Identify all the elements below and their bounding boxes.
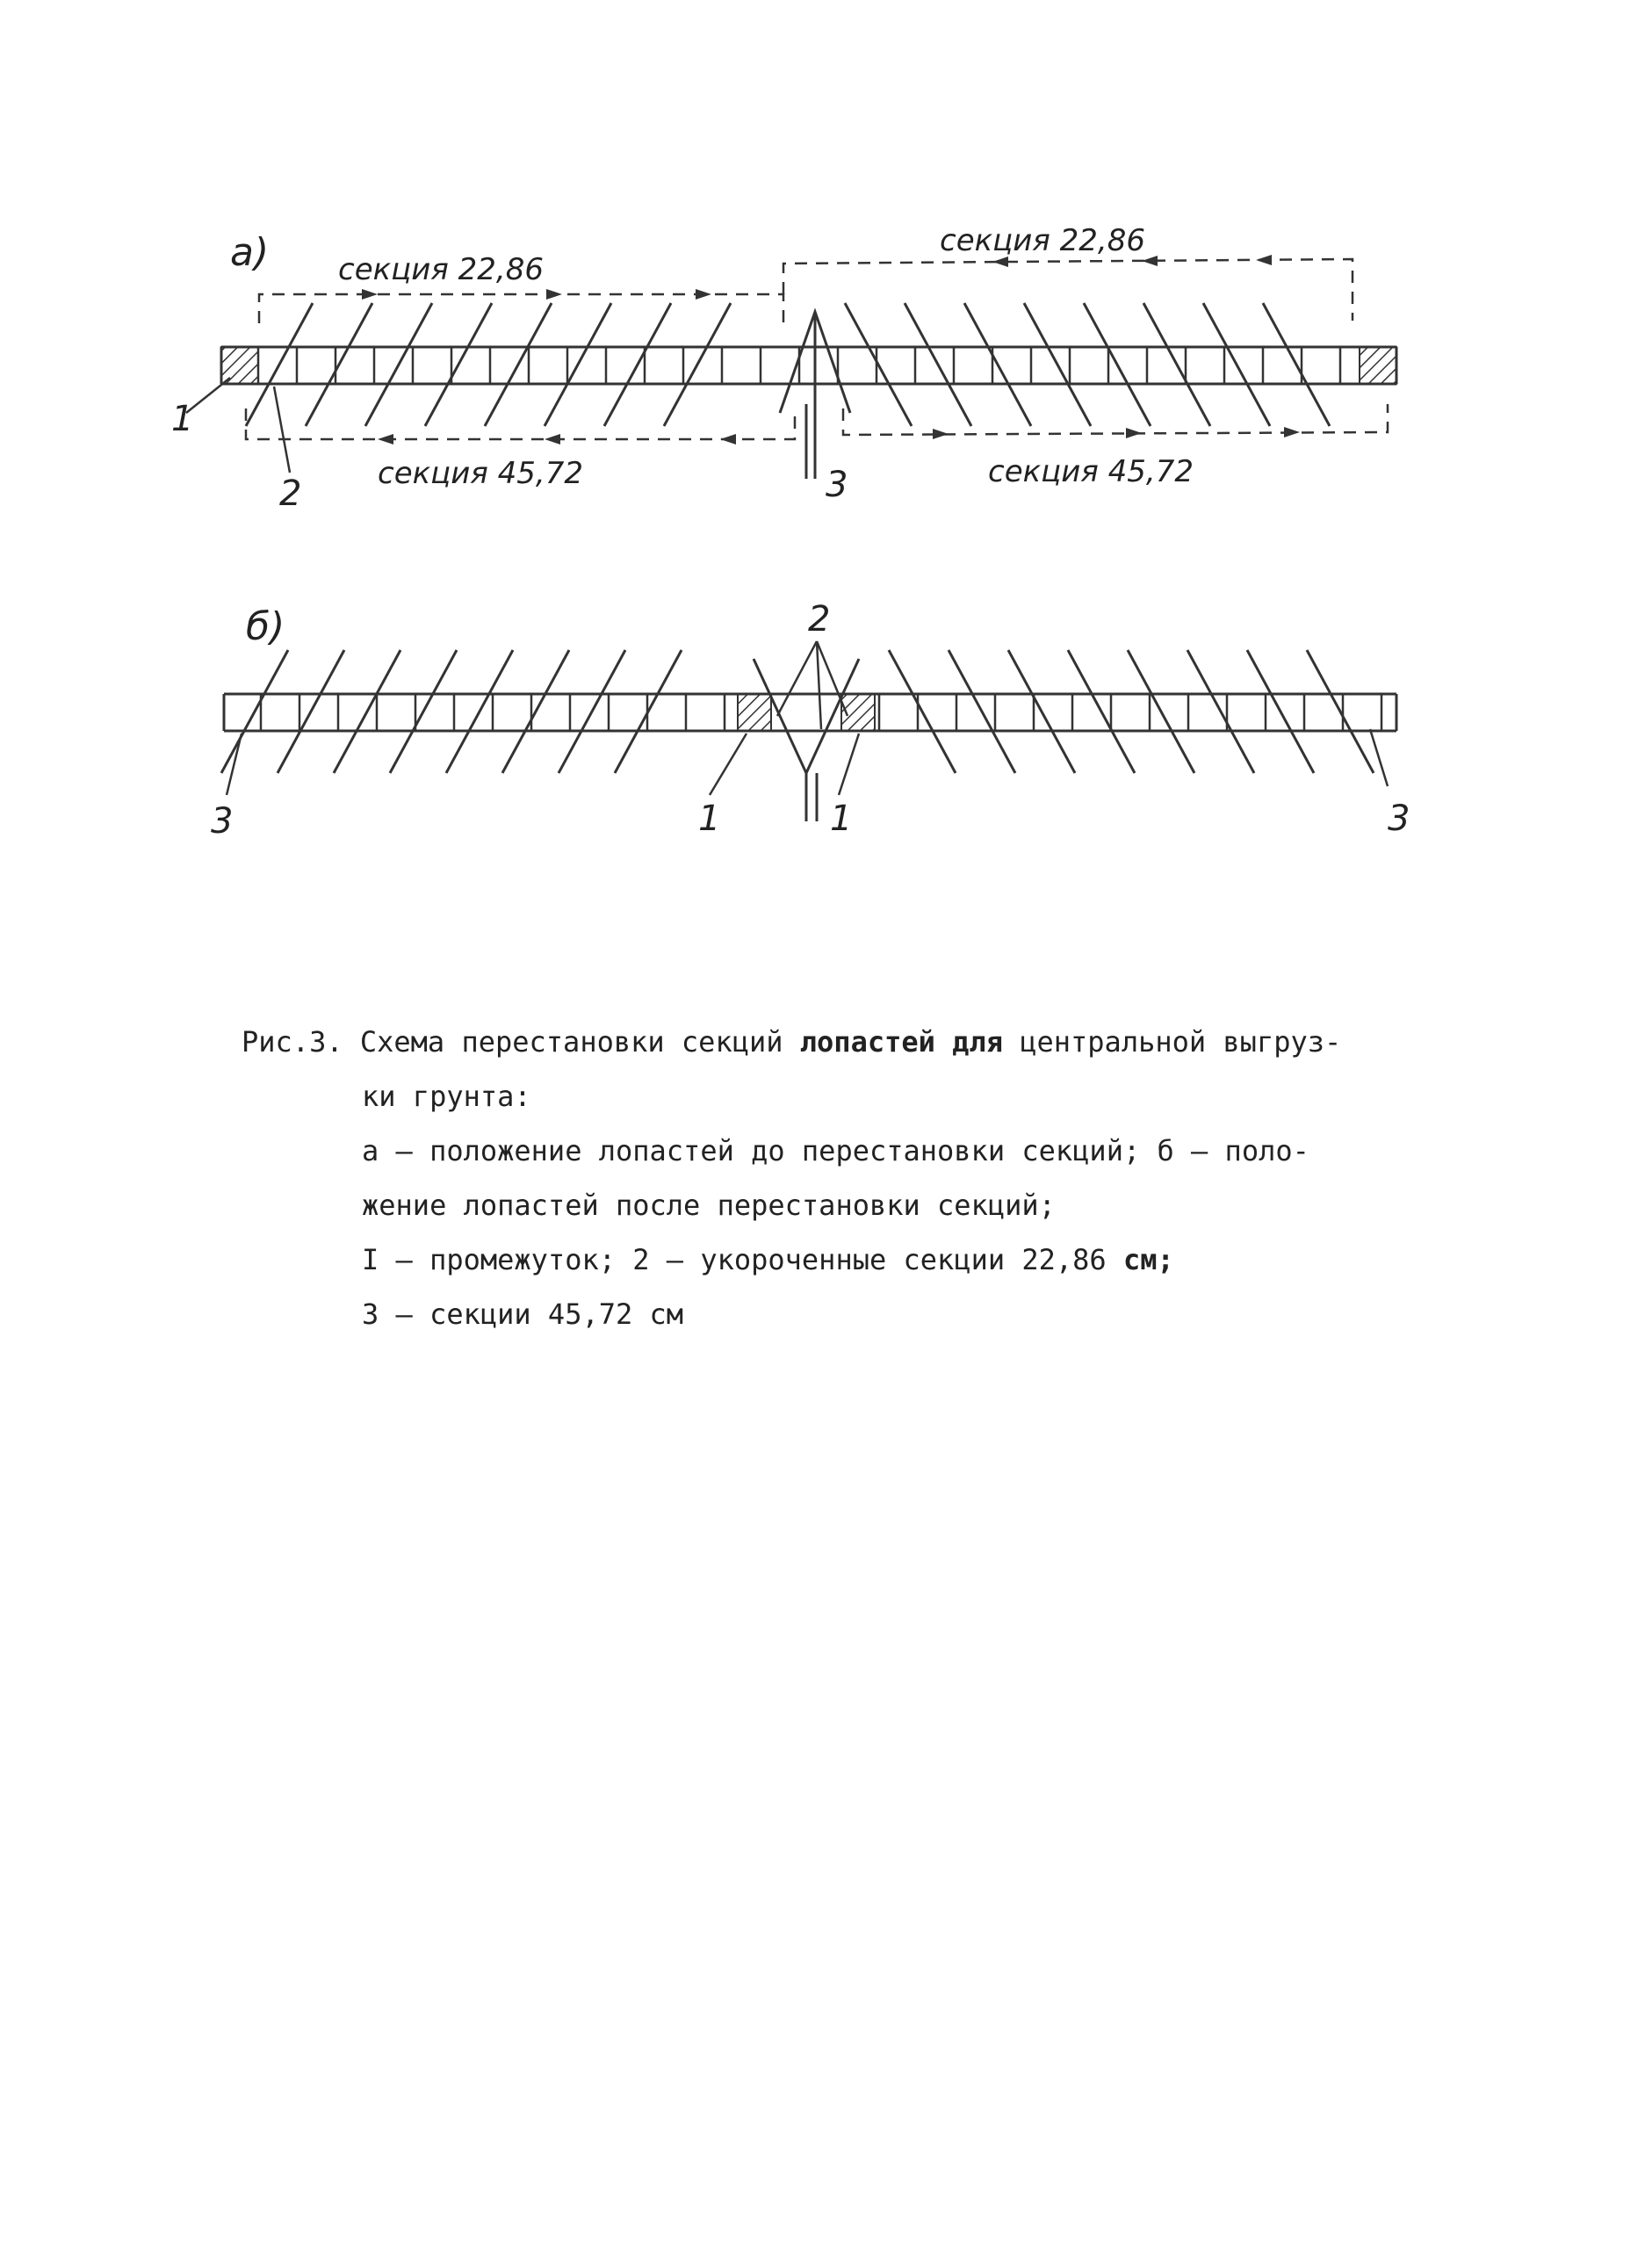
blade (964, 303, 1031, 426)
caption-line-1 (242, 1015, 1427, 1069)
blade (1128, 650, 1194, 773)
panel-b-gap-block-left (738, 694, 771, 731)
panel-b-callout-2: 2 (808, 599, 831, 640)
blade (221, 650, 288, 773)
panel-a-dim-top-right-label: секция 22,86 (940, 223, 1145, 258)
blade (390, 650, 457, 773)
panel-b (211, 599, 1410, 842)
blade (1263, 303, 1330, 426)
caption-line-3: а – положение лопастей до перестановки секций; б – поло- (362, 1134, 1309, 1167)
blade (545, 303, 611, 426)
panel-a-end-block-right (1360, 347, 1396, 384)
panel-a (171, 223, 1396, 514)
panel-b-callout-1-left-leader (710, 734, 747, 795)
caption-line-2: ки грунта: (362, 1080, 531, 1113)
panel-a-end-block-left (221, 347, 258, 384)
panel-a-blades-right (845, 303, 1330, 426)
panel-b-central-v (754, 659, 859, 821)
blade (306, 303, 372, 426)
panel-a-dim-bottom-left-label: секция 45,72 (378, 456, 583, 491)
panel-b-callout-2-leaders (777, 641, 848, 729)
panel-b-callout-1-left: 1 (698, 799, 721, 839)
panel-a-dim-bottom-right (843, 404, 1388, 435)
caption-line-6: 3 – секции 45,72 см (362, 1297, 684, 1331)
blade (485, 303, 552, 426)
panel-a-blades-left (246, 303, 731, 426)
blade (1187, 650, 1254, 773)
panel-b-callout-1-right-leader (839, 734, 859, 795)
figure-caption (242, 1015, 1427, 1341)
blade-section-diagram (0, 0, 1652, 878)
blade (365, 303, 432, 426)
blade (502, 650, 569, 773)
panel-a-callout-1: 1 (171, 399, 194, 439)
panel-a-callout-2-leader (274, 387, 290, 473)
panel-b-callout-3-left-leader (227, 734, 242, 795)
caption-line-5 (362, 1232, 1427, 1287)
blade (664, 303, 731, 426)
blade (949, 650, 1015, 773)
panel-a-dim-bottom-left (246, 408, 795, 439)
caption-line-1-a: Схема перестановки секций (359, 1025, 800, 1059)
panel-a-callout-2: 2 (279, 473, 302, 514)
caption-prefix: Рис.3. (242, 1025, 343, 1059)
caption-line-1-bold: лопастей для (799, 1025, 1003, 1059)
blade (604, 303, 671, 426)
panel-a-central-v (780, 312, 850, 479)
panel-b-callout-3-left: 3 (211, 801, 234, 842)
panel-b-blades-right (889, 650, 1374, 773)
panel-a-dim-top-left-label: секция 22,86 (338, 252, 544, 287)
blade (1068, 650, 1135, 773)
panel-b-label: б) (246, 604, 285, 649)
blade (1008, 650, 1075, 773)
panel-b-callout-3-right-leader (1370, 729, 1388, 786)
panel-a-callout-3: 3 (826, 465, 848, 505)
blade (615, 650, 682, 773)
blade (278, 650, 344, 773)
panel-a-label: a) (230, 230, 270, 275)
blade (1203, 303, 1270, 426)
caption-line-5-a: I – промежуток; 2 – укороченные секции 22,86 (362, 1243, 1123, 1276)
blade (559, 650, 625, 773)
panel-b-blades-left (221, 650, 682, 773)
blade (334, 650, 400, 773)
caption-line-5-bold: см; (1122, 1243, 1174, 1276)
blade (889, 650, 956, 773)
panel-a-dim-bottom-right-label: секция 45,72 (988, 454, 1194, 489)
blade (1307, 650, 1374, 773)
blade (425, 303, 492, 426)
caption-line-1-b: центральной выгруз- (1002, 1025, 1342, 1059)
blade (446, 650, 513, 773)
panel-b-callout-3-right: 3 (1388, 799, 1410, 839)
blade (1143, 303, 1210, 426)
caption-line-4: жение лопастей после перестановки секций; (362, 1189, 1056, 1222)
blade (1024, 303, 1091, 426)
panel-b-callout-1-right: 1 (830, 799, 853, 839)
blade (1084, 303, 1151, 426)
panel-a-dim-top-left (259, 294, 783, 323)
blade (845, 303, 912, 426)
